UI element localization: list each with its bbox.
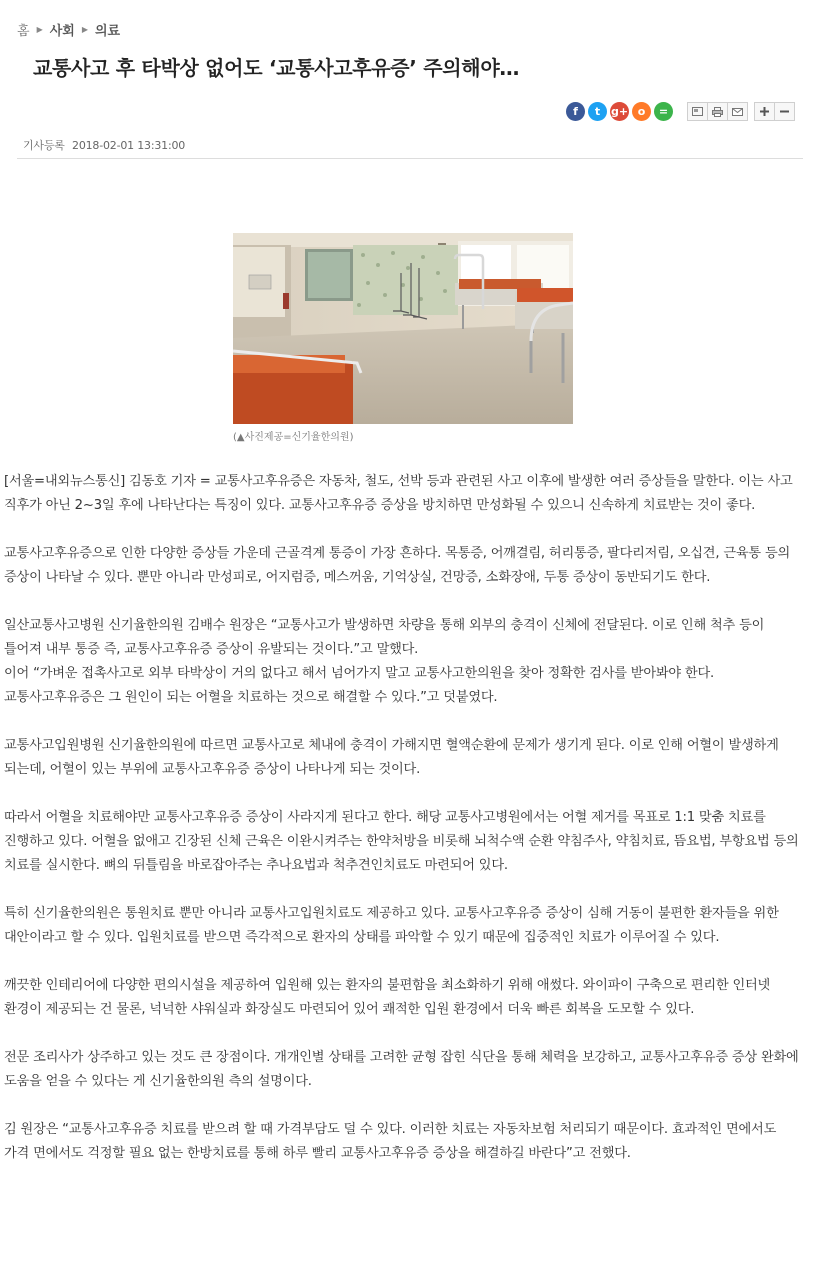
article-paragraph: 특히 신기율한의원은 통원치료 뿐만 아니라 교통사고입원치료도 제공하고 있다. 교통사고후유증 증상이 심해 거동이 불편한 환자들을 위한 대안이라고 할 수 있다. 입원치료를 받으면 즉각적으로 환자의 상태를 파악할 수 있기 때문에 집중적인 치료가 이루어질 수 있다. [4,906,779,945]
article-tools [688,102,795,121]
registered-label: 기사등록 [23,139,65,152]
facebook-icon[interactable]: f [566,102,585,121]
article-paragraph: 김 원장은 “교통사고후유증 치료를 받으려 할 때 가격부담도 덜 수 있다. 이러한 치료는 자동차보험 처리되기 때문이다. 효과적인 면에서도 가격 면에서도 걱정할 필요 없는 한방치료를 통해 하루 빨리 교통사고후유증 증상을 해결하길 바란다”고 전했다. [4,1122,777,1161]
chevron-right-icon: ▶ [36,24,43,34]
font-decrease-icon[interactable] [774,102,795,121]
breadcrumb-subcategory[interactable]: 의료 [95,23,121,39]
photo-caption: (▲사진제공=신기율한의원) [233,432,354,443]
article-headline: 교통사고 후 타박상 없어도 ‘교통사고후유증’ 주의해야… [33,56,520,80]
breadcrumb-home[interactable]: 홈 [17,23,30,39]
google-plus-icon[interactable]: g+ [610,102,629,121]
article-paragraph: 따라서 어혈을 치료해야만 교통사고후유증 증상이 사라지게 된다고 한다. 해당 교통사고병원에서는 어혈 제거를 목표로 1:1 맞춤 치료를 진행하고 있다. 어혈을 없애고 긴장된 신체 근육은 이완시켜주는 한약처방을 비롯해 뇌척수액 순환 약침주사, 약침치료, 뜸요법, 부항요법 등의 치료를 실시한다. 뼈의 뒤틀림을 바로잡아주는 추나요법과 척추견인치료도 마련되어 있다. [4,810,799,873]
divider [17,158,803,159]
kakaostory-icon[interactable]: o [632,102,651,121]
article-meta [23,137,185,153]
font-increase-icon[interactable] [754,102,775,121]
share-buttons [566,102,673,121]
article-paragraph: 깨끗한 인테리어에 다양한 편의시설을 제공하여 입원해 있는 환자의 불편함을 최소화하기 위해 애썼다. 와이파이 구축으로 편리한 인터넷 환경이 제공되는 건 물론, 넉넉한 샤워실과 화장실도 마련되어 있어 쾌적한 입원 환경에서 더욱 빠른 회복을 도모할 수 있다. [4,978,771,1017]
registered-date: 2018-02-01 13:31:00 [72,139,186,152]
breadcrumb [17,20,120,38]
expand-icon[interactable] [687,102,708,121]
chevron-right-icon: ▶ [81,24,88,34]
band-icon[interactable]: = [654,102,673,121]
article-body [4,470,804,1190]
email-icon[interactable] [727,102,748,121]
hospital-ward-photo [233,233,573,424]
article-paragraph: 교통사고입원병원 신기율한의원에 따르면 교통사고로 체내에 충격이 가해지면 혈액순환에 문제가 생기게 된다. 이로 인해 어혈이 발생하게 되는데, 어혈이 있는 부위에 교통사고후유증 증상이 나타나게 되는 것이다. [4,738,779,777]
print-icon[interactable] [707,102,728,121]
article-paragraph: 교통사고후유증으로 인한 다양한 증상들 가운데 근골격계 통증이 가장 흔하다. 목통증, 어깨결림, 허리통증, 팔다리저림, 오십견, 근육통 등의 증상이 나타날 수 있다. 뿐만 아니라 만성피로, 어지럼증, 메스꺼움, 기억상실, 건망증, 소화장애, 두통 증상이 동반되기도 한다. [4,546,791,585]
article-paragraph: [서울=내외뉴스통신] 김동호 기자 = 교통사고후유증은 자동차, 철도, 선박 등과 관련된 사고 이후에 발생한 여러 증상들을 말한다. 이는 사고 직후가 아닌 2~3일 후에 나타난다는 특징이 있다. 교통사고후유증 증상을 방치하면 만성화될 수 있으니 신속하게 치료받는 것이 좋다. [4,474,793,513]
article-paragraph: 전문 조리사가 상주하고 있는 것도 큰 장점이다. 개개인별 상태를 고려한 균형 잡힌 식단을 통해 체력을 보강하고, 교통사고후유증 증상 완화에 도움을 얻을 수 있다는 게 신기율한의원 측의 설명이다. [4,1050,799,1089]
breadcrumb-category[interactable]: 사회 [49,23,75,39]
twitter-icon[interactable]: t [588,102,607,121]
article-paragraph: 일산교통사고병원 신기율한의원 김배수 원장은 “교통사고가 발생하면 차량을 통해 외부의 충격이 신체에 전달된다. 이로 인해 척추 등이 틀어져 내부 통증 즉, 교통사고후유증 증상이 유발되는 것이다.”고 말했다. 이어 “가벼운 접촉사고로 외부 타박상이 거의 없다고 해서 넘어가지 말고 교통사고한의원을 찾아 정확한 검사를 받아봐야 한다. 교통사고후유증은 그 원인이 되는 어혈을 치료하는 것으로 해결할 수 있다.”고 덧붙였다. [4,618,765,705]
